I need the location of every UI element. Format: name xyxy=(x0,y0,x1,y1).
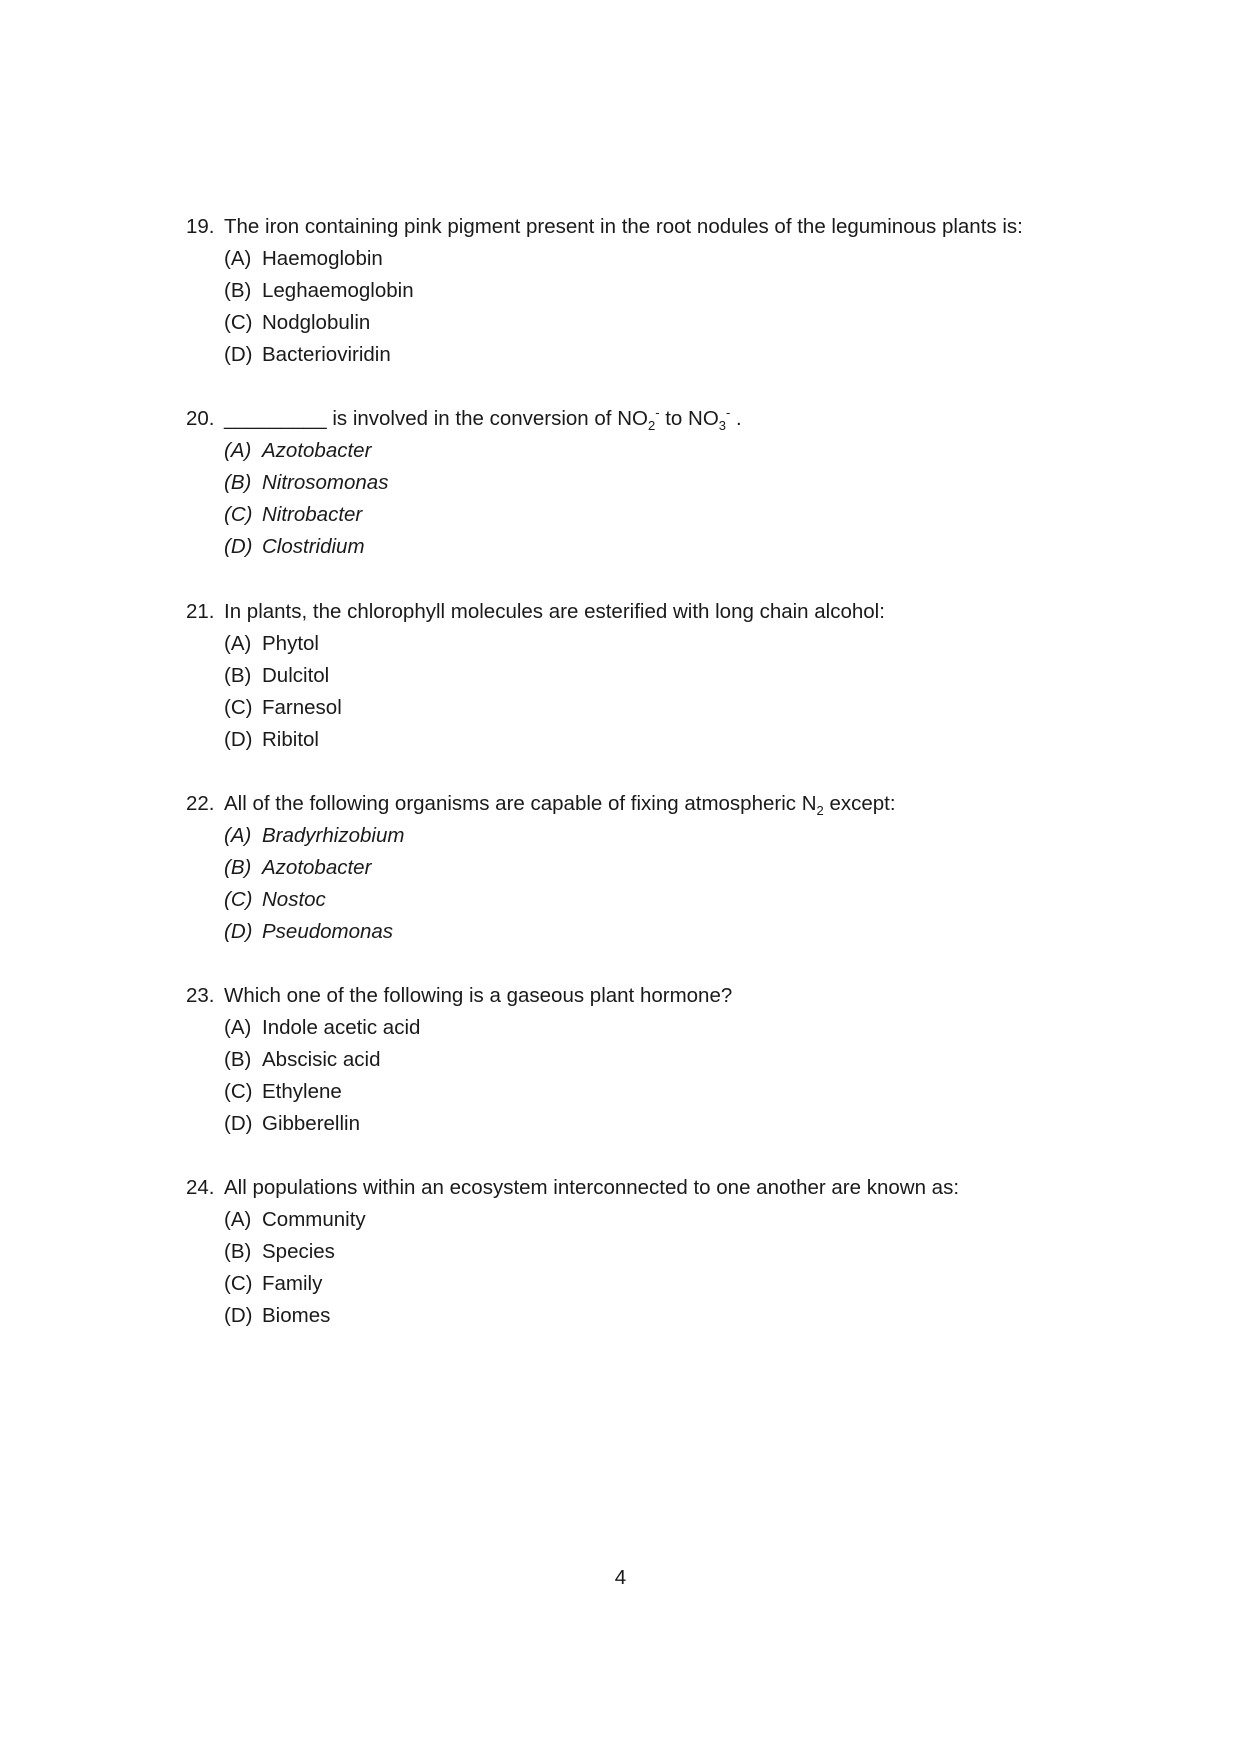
superscript: - xyxy=(726,405,731,421)
question-stem xyxy=(186,211,1086,243)
option-label: (C) xyxy=(224,696,253,719)
question-20 xyxy=(186,403,1086,563)
option-label: (C) xyxy=(224,503,253,526)
option-label: (C) xyxy=(224,1080,253,1103)
option-b xyxy=(224,1236,1086,1268)
option-d xyxy=(224,531,1086,563)
page-number: 4 xyxy=(614,1566,627,1589)
blank: _________ xyxy=(224,407,327,430)
option-text: Abscisic acid xyxy=(262,1048,381,1071)
option-a xyxy=(224,1012,1086,1044)
option-label: (C) xyxy=(224,1272,253,1295)
question-number: 23. xyxy=(186,984,215,1007)
option-c xyxy=(224,1268,1086,1300)
option-b xyxy=(224,660,1086,692)
option-text: Indole acetic acid xyxy=(262,1016,421,1039)
option-text: Ethylene xyxy=(262,1080,342,1103)
option-label: (A) xyxy=(224,1016,252,1039)
question-stem xyxy=(186,596,1086,628)
option-label: (D) xyxy=(224,920,253,943)
subscript: 2 xyxy=(647,418,656,434)
option-label: (C) xyxy=(224,311,253,334)
question-number: 19. xyxy=(186,215,215,238)
option-label: (D) xyxy=(224,1112,253,1135)
option-c xyxy=(224,1076,1086,1108)
option-b xyxy=(224,1044,1086,1076)
option-label: (A) xyxy=(224,247,252,270)
question-stem xyxy=(186,980,1086,1012)
option-text: Azotobacter xyxy=(262,856,372,879)
question-22 xyxy=(186,788,1086,948)
option-c xyxy=(224,884,1086,916)
option-text: Family xyxy=(262,1272,323,1295)
question-text: All populations within an ecosystem interconnected to one another are known as: xyxy=(224,1176,960,1199)
option-label: (B) xyxy=(224,471,252,494)
option-label: (A) xyxy=(224,439,252,462)
option-label: (B) xyxy=(224,279,252,302)
option-text: Bacterioviridin xyxy=(262,343,391,366)
question-24 xyxy=(186,1172,1086,1332)
option-c xyxy=(224,499,1086,531)
question-stem xyxy=(186,788,1086,820)
option-label: (D) xyxy=(224,1304,253,1327)
question-text: All of the following organisms are capable of fixing atmospheric $N_2$ except: xyxy=(224,792,896,819)
option-a xyxy=(224,820,1086,852)
option-text: Clostridium xyxy=(262,535,365,558)
option-text: Gibberellin xyxy=(262,1112,360,1135)
option-text: Bradyrhizobium xyxy=(262,824,405,847)
option-text: Community xyxy=(262,1208,366,1231)
question-number: 22. xyxy=(186,792,215,815)
option-label: (A) xyxy=(224,824,252,847)
option-a xyxy=(224,1204,1086,1236)
question-19 xyxy=(186,211,1086,371)
question-number: 20. xyxy=(186,407,215,430)
option-text: Phytol xyxy=(262,632,319,655)
option-text: Nitrosomonas xyxy=(262,471,389,494)
option-text: Leghaemoglobin xyxy=(262,279,414,302)
option-d xyxy=(224,724,1086,756)
option-text: Dulcitol xyxy=(262,664,330,687)
option-label: (D) xyxy=(224,535,253,558)
subscript: 2 xyxy=(816,803,824,819)
option-b xyxy=(224,467,1086,499)
option-text: Nodglobulin xyxy=(262,311,371,334)
option-label: (B) xyxy=(224,1048,252,1071)
option-text: Biomes xyxy=(262,1304,331,1327)
question-text: In plants, the chlorophyll molecules are esterified with long chain alcohol: xyxy=(224,600,885,623)
question-stem xyxy=(186,1172,1086,1204)
option-a xyxy=(224,243,1086,275)
question-number: 24. xyxy=(186,1176,215,1199)
option-a xyxy=(224,435,1086,467)
option-a xyxy=(224,628,1086,660)
option-b xyxy=(224,275,1086,307)
option-d xyxy=(224,1300,1086,1332)
option-label: (A) xyxy=(224,632,252,655)
option-label: (C) xyxy=(224,888,253,911)
question-text: The iron containing pink pigment present in the root nodules of the leguminous plants is: xyxy=(224,215,1023,238)
option-label: (B) xyxy=(224,856,252,879)
option-label: (B) xyxy=(224,664,252,687)
option-text: Nitrobacter xyxy=(262,503,363,526)
option-d xyxy=(224,339,1086,371)
subscript: 3 xyxy=(718,418,727,434)
option-text: Ribitol xyxy=(262,728,319,751)
question-stem xyxy=(186,403,1086,435)
option-label: (D) xyxy=(224,343,253,366)
option-label: (A) xyxy=(224,1208,252,1231)
question-21 xyxy=(186,596,1086,756)
option-d xyxy=(224,916,1086,948)
option-text: Species xyxy=(262,1240,335,1263)
option-text: Pseudomonas xyxy=(262,920,394,943)
option-text: Haemoglobin xyxy=(262,247,383,270)
option-text: Nostoc xyxy=(262,888,326,911)
option-label: (B) xyxy=(224,1240,252,1263)
superscript: - xyxy=(655,405,660,421)
question-23 xyxy=(186,980,1086,1140)
option-d xyxy=(224,1108,1086,1140)
option-c xyxy=(224,692,1086,724)
question-text: Which one of the following is a gaseous plant hormone? xyxy=(224,984,733,1007)
option-text: Azotobacter xyxy=(262,439,372,462)
question-number: 21. xyxy=(186,600,215,623)
option-b xyxy=(224,852,1086,884)
question-text: _________ is involved in the conversion of $NO_2^-$ to $NO_3^-$ . xyxy=(224,405,742,434)
option-label: (D) xyxy=(224,728,253,751)
option-text: Farnesol xyxy=(262,696,342,719)
option-c xyxy=(224,307,1086,339)
